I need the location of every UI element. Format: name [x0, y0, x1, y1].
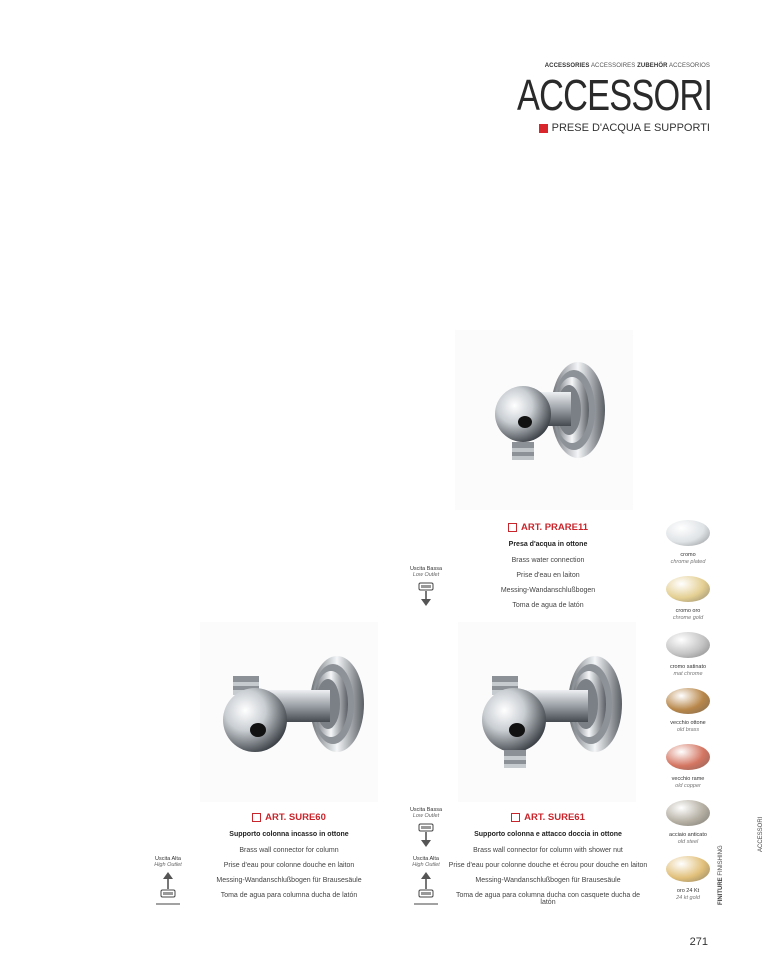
- low-outlet-icon: [416, 581, 436, 607]
- desc-de: Messing-Wandanschlußbogen: [500, 586, 596, 594]
- finish-name: cromo oro: [675, 608, 701, 614]
- desc-en: Brass water connection: [511, 556, 585, 564]
- finish-name: acciaio anticato: [669, 832, 707, 838]
- desc-es: Toma de agua para columna ducha de latón: [220, 891, 358, 899]
- finish-label: [653, 776, 723, 790]
- finish-sub: old steel: [677, 838, 699, 845]
- finish-label: [653, 888, 723, 902]
- subtitle-text: PRESE D'ACQUA E SUPPORTI: [551, 122, 710, 134]
- desc-es: Toma de agua para columna ducha con casquete ducha de latón: [455, 891, 641, 906]
- checkbox-square-icon: [511, 813, 520, 822]
- outlet-low-sure61: [406, 807, 446, 848]
- finiture-text: FINITURE: [718, 877, 724, 905]
- wall-connector-nut-image: [458, 622, 636, 802]
- finish-swatch: [666, 688, 710, 714]
- product-title: Supporto colonna e attacco doccia in ottone: [474, 830, 622, 838]
- finish-swatch: [666, 576, 710, 602]
- product-info-prare11: [458, 523, 638, 617]
- article-code-text: ART. SURE60: [265, 812, 326, 823]
- product-info-sure61: [448, 813, 648, 914]
- finish-name: vecchio ottone: [670, 720, 706, 726]
- high-outlet-icon: [414, 871, 438, 905]
- finish-sub: old copper: [675, 782, 701, 789]
- finish-sub: chrome gold: [672, 614, 704, 621]
- side-label-finishing: [718, 845, 724, 905]
- outlet-high-sure60: [148, 856, 188, 905]
- finish-label: [653, 720, 723, 734]
- outlet-high-sure61: [406, 856, 446, 905]
- finish-swatch: [666, 856, 710, 882]
- desc-fr: Prise d'eau en laiton: [516, 571, 580, 579]
- finish-swatch: [666, 520, 710, 546]
- finish-label: [653, 608, 723, 622]
- article-code: [458, 523, 638, 533]
- low-outlet-icon: [416, 822, 436, 848]
- desc-de: Messing-Wandanschlußbogen für Brausesäule: [216, 876, 362, 884]
- wall-connector-image: [200, 622, 378, 802]
- category-fr: ACCESSOIRES: [590, 63, 636, 69]
- article-code-text: ART. SURE61: [524, 812, 585, 823]
- outlet-label: Uscita Alta: [413, 856, 439, 862]
- product-info-sure60: [199, 813, 379, 907]
- finish-label: [653, 832, 723, 846]
- water-connection-image: [455, 330, 633, 510]
- outlet-label: Uscita Bassa: [409, 566, 443, 572]
- outlet-label: Uscita Alta: [155, 856, 181, 862]
- desc-de: Messing-Wandanschlußbogen für Brausesäule: [475, 876, 621, 884]
- desc-es: Toma de agua de latón: [512, 601, 584, 609]
- high-outlet-icon: [156, 871, 180, 905]
- finishing-text: FINISHING: [718, 845, 724, 876]
- side-label-accessori: ACCESSORI: [758, 816, 764, 852]
- finish-swatch: [666, 632, 710, 658]
- finish-sub: chrome plated: [670, 558, 706, 565]
- article-code: [199, 813, 379, 823]
- red-square-icon: [539, 124, 548, 133]
- finish-swatch: [666, 744, 710, 770]
- outlet-label: Uscita Bassa: [409, 807, 443, 813]
- finish-name: vecchio rame: [671, 776, 705, 782]
- checkbox-square-icon: [508, 523, 517, 532]
- category-en: ACCESSORIES: [544, 63, 590, 69]
- article-code-text: ART. PRARE11: [520, 522, 589, 533]
- outlet-sub: High Outlet: [154, 862, 182, 869]
- finish-sub: 24 kt gold: [676, 894, 700, 901]
- checkbox-square-icon: [252, 813, 261, 822]
- finish-name: cromo satinato: [669, 664, 707, 670]
- outlet-sub: High Outlet: [412, 862, 440, 869]
- outlet-sub: Low Outlet: [412, 572, 440, 579]
- desc-en: Brass wall connector for column with shower nut: [473, 846, 623, 854]
- product-title: Supporto colonna incasso in ottone: [229, 830, 349, 838]
- article-code: [448, 813, 648, 823]
- finish-swatch: [666, 800, 710, 826]
- category-es: ACCESORIOS: [668, 63, 710, 69]
- desc-fr: Prise d'eau pour colonne douche en laiton: [223, 861, 355, 869]
- product-title: Presa d'acqua in ottone: [508, 540, 588, 548]
- outlet-sub: Low Outlet: [412, 813, 440, 820]
- product-photo-sure61: [458, 622, 636, 802]
- page-subtitle: [539, 122, 710, 134]
- product-photo-sure60: [200, 622, 378, 802]
- finish-label: [653, 664, 723, 678]
- finish-sub: old brass: [676, 726, 700, 733]
- page-title: ACCESSORI: [516, 71, 712, 120]
- category-de: ZUBEHÖR: [637, 63, 668, 69]
- product-photo-prare11: [455, 330, 633, 510]
- finish-label: [653, 552, 723, 566]
- category-line: [545, 63, 710, 69]
- finish-sub: mat chrome: [673, 670, 703, 677]
- page-number: 271: [689, 936, 708, 948]
- finish-name: cromo: [680, 552, 696, 558]
- desc-en: Brass wall connector for column: [239, 846, 339, 854]
- outlet-low-prare11: [406, 566, 446, 607]
- finish-name: oro 24 Kt: [676, 888, 700, 894]
- desc-fr: Prise d'eau pour colonne douche et écrou pour douche en laiton: [448, 861, 648, 869]
